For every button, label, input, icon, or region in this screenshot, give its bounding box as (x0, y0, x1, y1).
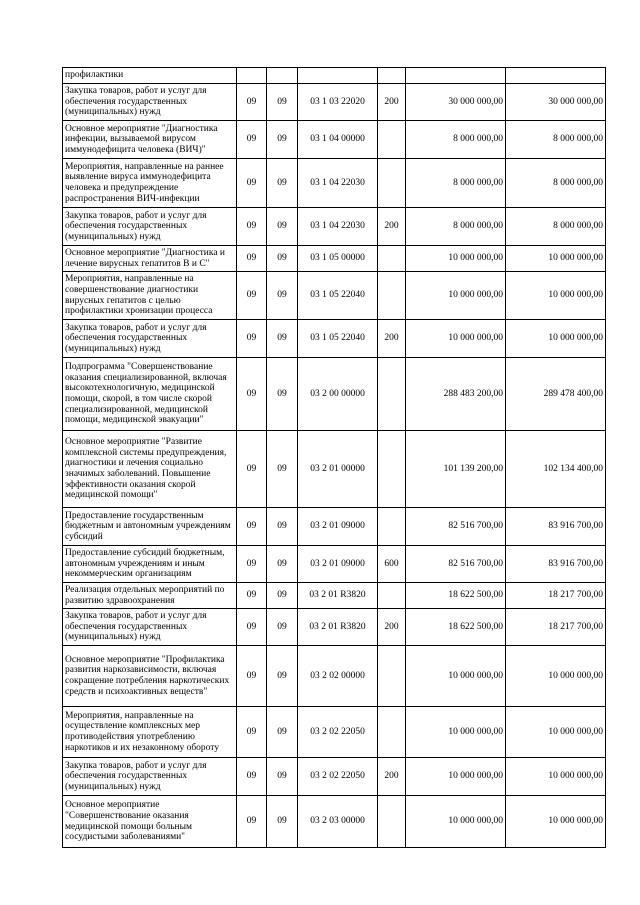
table-row (63, 272, 606, 320)
expense-type-cell (378, 358, 406, 431)
row-name-cell: Закупка товаров, работ и услуг для обеспечения государственных (муниципальных) нужд (63, 320, 237, 358)
table-row (63, 246, 606, 272)
amount-year2-cell: 10 000 000,00 (506, 320, 606, 358)
amount-year2-cell: 10 000 000,00 (506, 646, 606, 707)
section-code-cell (237, 68, 267, 84)
amount-year2-cell: 289 478 400,00 (506, 358, 606, 431)
target-code-cell: 03 1 05 00000 (298, 246, 378, 272)
target-code-cell: 03 2 03 00000 (298, 796, 378, 848)
amount-year2-cell: 83 916 700,00 (506, 546, 606, 583)
amount-year1-cell: 82 516 700,00 (406, 508, 506, 546)
amount-year2-cell: 10 000 000,00 (506, 796, 606, 848)
row-name-cell: Мероприятия, направленные на совершенствование диагностики вирусных гепатитов с целью профилактики хронизации процесса (63, 272, 237, 320)
target-code-cell: 03 1 04 22030 (298, 159, 378, 208)
amount-year1-cell: 8 000 000,00 (406, 121, 506, 159)
target-code-cell: 03 2 02 22050 (298, 707, 378, 758)
amount-year1-cell: 288 483 200,00 (406, 358, 506, 431)
row-name-cell: Закупка товаров, работ и услуг для обеспечения государственных (муниципальных) нужд (63, 609, 237, 646)
section-code-cell: 09 (237, 796, 267, 848)
section-code-cell: 09 (237, 121, 267, 159)
expense-type-cell (378, 272, 406, 320)
amount-year1-cell: 10 000 000,00 (406, 246, 506, 272)
section-code-cell: 09 (237, 358, 267, 431)
expense-type-cell: 600 (378, 546, 406, 583)
amount-year2-cell: 8 000 000,00 (506, 121, 606, 159)
row-name-cell: Закупка товаров, работ и услуг для обеспечения государственных (муниципальных) нужд (63, 208, 237, 246)
subsection-code-cell: 09 (267, 508, 298, 546)
expense-type-cell: 200 (378, 758, 406, 796)
target-code-cell: 03 2 01 09000 (298, 508, 378, 546)
amount-year2-cell: 10 000 000,00 (506, 707, 606, 758)
subsection-code-cell: 09 (267, 431, 298, 508)
target-code-cell: 03 2 01 09000 (298, 546, 378, 583)
subsection-code-cell: 09 (267, 272, 298, 320)
table-row (63, 431, 606, 508)
subsection-code-cell: 09 (267, 246, 298, 272)
expense-type-cell (378, 508, 406, 546)
subsection-code-cell: 09 (267, 159, 298, 208)
table-row (63, 646, 606, 707)
amount-year1-cell: 8 000 000,00 (406, 159, 506, 208)
subsection-code-cell: 09 (267, 796, 298, 848)
amount-year2-cell: 83 916 700,00 (506, 508, 606, 546)
row-name-cell: Основное мероприятие "Диагностика инфекции, вызываемой вирусом иммунодефицита человека (ВИЧ)" (63, 121, 237, 159)
row-name-cell: Закупка товаров, работ и услуг для обеспечения государственных (муниципальных) нужд (63, 758, 237, 796)
target-code-cell: 03 1 04 22030 (298, 208, 378, 246)
section-code-cell: 09 (237, 320, 267, 358)
expense-type-cell (378, 431, 406, 508)
amount-year1-cell: 10 000 000,00 (406, 272, 506, 320)
target-code-cell: 03 2 01 00000 (298, 431, 378, 508)
table-row (63, 358, 606, 431)
expense-type-cell (378, 707, 406, 758)
subsection-code-cell: 09 (267, 121, 298, 159)
amount-year1-cell: 18 622 500,00 (406, 609, 506, 646)
table-row (63, 546, 606, 583)
subsection-code-cell: 09 (267, 707, 298, 758)
table-row (63, 84, 606, 121)
table-row (63, 68, 606, 84)
section-code-cell: 09 (237, 707, 267, 758)
section-code-cell: 09 (237, 272, 267, 320)
amount-year2-cell: 10 000 000,00 (506, 272, 606, 320)
target-code-cell: 03 1 05 22040 (298, 320, 378, 358)
row-name-cell: Основное мероприятие "Совершенствование оказания медицинской помощи больным сосудистыми заболеваниями" (63, 796, 237, 848)
amount-year2-cell (506, 68, 606, 84)
section-code-cell: 09 (237, 159, 267, 208)
row-name-cell: профилактики (63, 68, 237, 84)
target-code-cell: 03 2 01 R3820 (298, 583, 378, 609)
subsection-code-cell: 09 (267, 84, 298, 121)
budget-table (62, 67, 606, 848)
amount-year1-cell: 8 000 000,00 (406, 208, 506, 246)
target-code-cell (298, 68, 378, 84)
section-code-cell: 09 (237, 546, 267, 583)
target-code-cell: 03 2 00 00000 (298, 358, 378, 431)
subsection-code-cell (267, 68, 298, 84)
row-name-cell: Закупка товаров, работ и услуг для обеспечения государственных (муниципальных) нужд (63, 84, 237, 121)
row-name-cell: Основное мероприятие "Диагностика и лечение вирусных гепатитов В и С" (63, 246, 237, 272)
table-row (63, 609, 606, 646)
section-code-cell: 09 (237, 246, 267, 272)
table-row (63, 707, 606, 758)
amount-year1-cell: 10 000 000,00 (406, 796, 506, 848)
amount-year2-cell: 8 000 000,00 (506, 159, 606, 208)
row-name-cell: Мероприятия, направленные на осуществление комплексных мер противодействия употреблению наркотиков и их незаконному обороту (63, 707, 237, 758)
amount-year1-cell (406, 68, 506, 84)
expense-type-cell (378, 121, 406, 159)
amount-year1-cell: 10 000 000,00 (406, 707, 506, 758)
subsection-code-cell: 09 (267, 646, 298, 707)
table-row (63, 320, 606, 358)
amount-year2-cell: 30 000 000,00 (506, 84, 606, 121)
table-row (63, 208, 606, 246)
amount-year2-cell: 102 134 400,00 (506, 431, 606, 508)
section-code-cell: 09 (237, 208, 267, 246)
section-code-cell: 09 (237, 609, 267, 646)
section-code-cell: 09 (237, 646, 267, 707)
amount-year1-cell: 10 000 000,00 (406, 320, 506, 358)
target-code-cell: 03 2 01 R3820 (298, 609, 378, 646)
expense-type-cell (378, 68, 406, 84)
section-code-cell: 09 (237, 431, 267, 508)
expense-type-cell: 200 (378, 320, 406, 358)
subsection-code-cell: 09 (267, 609, 298, 646)
section-code-cell: 09 (237, 508, 267, 546)
table-row (63, 121, 606, 159)
subsection-code-cell: 09 (267, 758, 298, 796)
amount-year1-cell: 30 000 000,00 (406, 84, 506, 121)
expense-type-cell (378, 583, 406, 609)
table-row (63, 159, 606, 208)
row-name-cell: Основное мероприятие "Профилактика развития наркозависимости, включая сокращение потребления наркотических средств и психоактивных веществ" (63, 646, 237, 707)
row-name-cell: Мероприятия, направленные на раннее выявление вируса иммунодефицита человека и предупреждение распространения ВИЧ-инфекции (63, 159, 237, 208)
subsection-code-cell: 09 (267, 546, 298, 583)
expense-type-cell: 200 (378, 208, 406, 246)
row-name-cell: Подпрограмма "Совершенствование оказания специализированной, включая высокотехнологичную, медицинской помощи, скорой, в том числе скорой специализированной, медицинской помощи, медицинской эвакуации" (63, 358, 237, 431)
table-row (63, 583, 606, 609)
budget-table-body (63, 68, 606, 848)
table-row (63, 508, 606, 546)
amount-year1-cell: 10 000 000,00 (406, 758, 506, 796)
expense-type-cell (378, 796, 406, 848)
row-name-cell: Предоставление субсидий бюджетным, автономным учреждениям и иным некоммерческим организациям (63, 546, 237, 583)
amount-year1-cell: 82 516 700,00 (406, 546, 506, 583)
target-code-cell: 03 2 02 00000 (298, 646, 378, 707)
amount-year1-cell: 101 139 200,00 (406, 431, 506, 508)
target-code-cell: 03 1 05 22040 (298, 272, 378, 320)
expense-type-cell: 200 (378, 84, 406, 121)
section-code-cell: 09 (237, 583, 267, 609)
row-name-cell: Предоставление государственным бюджетным и автономным учреждениям субсидий (63, 508, 237, 546)
target-code-cell: 03 1 04 00000 (298, 121, 378, 159)
expense-type-cell: 200 (378, 609, 406, 646)
subsection-code-cell: 09 (267, 583, 298, 609)
target-code-cell: 03 1 03 22020 (298, 84, 378, 121)
amount-year2-cell: 8 000 000,00 (506, 208, 606, 246)
section-code-cell: 09 (237, 758, 267, 796)
expense-type-cell (378, 246, 406, 272)
amount-year2-cell: 10 000 000,00 (506, 246, 606, 272)
subsection-code-cell: 09 (267, 208, 298, 246)
amount-year2-cell: 18 217 700,00 (506, 609, 606, 646)
amount-year1-cell: 18 622 500,00 (406, 583, 506, 609)
subsection-code-cell: 09 (267, 358, 298, 431)
expense-type-cell (378, 646, 406, 707)
expense-type-cell (378, 159, 406, 208)
subsection-code-cell: 09 (267, 320, 298, 358)
amount-year2-cell: 10 000 000,00 (506, 758, 606, 796)
amount-year2-cell: 18 217 700,00 (506, 583, 606, 609)
target-code-cell: 03 2 02 22050 (298, 758, 378, 796)
table-row (63, 796, 606, 848)
row-name-cell: Основное мероприятие "Развитие комплексной системы предупреждения, диагностики и лечения социально значимых заболеваний. Повышение эффективности оказания скорой медицинской помощи" (63, 431, 237, 508)
amount-year1-cell: 10 000 000,00 (406, 646, 506, 707)
section-code-cell: 09 (237, 84, 267, 121)
table-row (63, 758, 606, 796)
row-name-cell: Реализация отдельных мероприятий по развитию здравоохранения (63, 583, 237, 609)
